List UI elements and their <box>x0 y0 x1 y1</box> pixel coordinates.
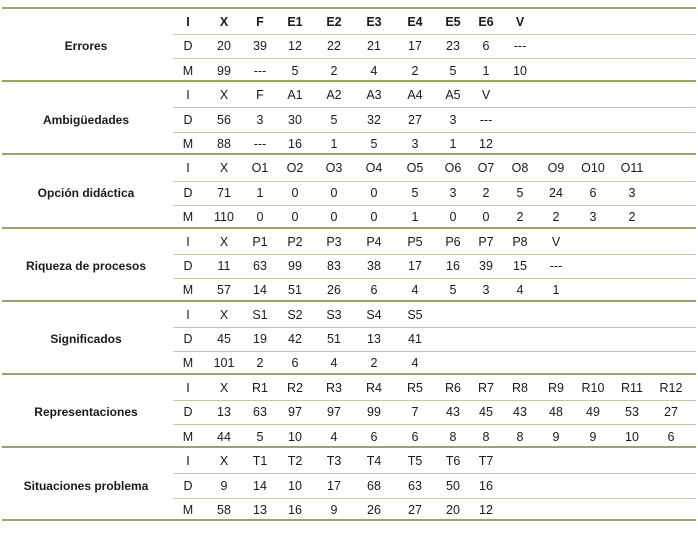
table-cell: 99 <box>367 405 381 420</box>
table-cell: 9 <box>552 429 560 444</box>
table-cell: 1 <box>256 185 264 200</box>
table-cell: X <box>219 161 229 176</box>
section-divider <box>2 373 696 375</box>
table-cell: 0 <box>291 210 299 224</box>
category-label-riqueza-de-procesos: Riqueza de procesos <box>25 258 147 273</box>
table-cell: P3 <box>326 234 342 249</box>
table-cell: 14 <box>253 283 267 298</box>
table-cell: M <box>182 210 194 224</box>
table-cell: T7 <box>478 454 494 469</box>
table-cell: T1 <box>252 454 268 469</box>
table-cell: 0 <box>330 210 338 224</box>
table-cell: O3 <box>325 161 343 176</box>
row-divider <box>173 132 696 133</box>
table-cell: 5 <box>449 283 457 298</box>
table-cell: M <box>182 356 194 371</box>
table-cell: 39 <box>479 258 493 273</box>
table-cell: --- <box>479 112 493 127</box>
row-divider <box>173 278 696 279</box>
table-cell: 12 <box>288 39 302 54</box>
table-cell: 32 <box>367 112 381 127</box>
table-cell: V <box>551 234 561 249</box>
category-label-errores: Errores <box>64 39 108 54</box>
table-cell: 6 <box>370 429 378 444</box>
table-cell: 4 <box>411 356 419 371</box>
table-cell: 6 <box>589 185 597 200</box>
table-cell: 9 <box>330 502 338 517</box>
table-cell: 4 <box>370 63 378 78</box>
category-label-significados: Significados <box>50 332 122 347</box>
table-cell: I <box>186 454 190 469</box>
table-cell: T5 <box>407 454 423 469</box>
table-cell: 24 <box>549 185 563 200</box>
section-divider <box>2 80 696 82</box>
table-cell: O7 <box>477 161 495 176</box>
table-cell: 2 <box>628 210 636 224</box>
table-cell: 63 <box>253 405 267 420</box>
table-cell: 51 <box>327 332 341 347</box>
table-cell: 41 <box>408 332 422 347</box>
table-cell: O6 <box>444 161 462 176</box>
table-cell: 16 <box>288 136 302 151</box>
table-cell: 8 <box>516 429 524 444</box>
table-cell: 2 <box>482 185 490 200</box>
table-cell: S4 <box>366 307 382 322</box>
table-cell: 2 <box>516 210 524 224</box>
table-cell: 10 <box>513 63 527 78</box>
table-cell: D <box>183 478 193 493</box>
table-cell: X <box>219 381 229 395</box>
table-cell: 1 <box>330 136 338 151</box>
table-cell: D <box>183 39 193 54</box>
table-cell: 0 <box>370 185 378 200</box>
table-cell: X <box>219 454 229 469</box>
table-cell: 6 <box>291 356 299 371</box>
table-cell: 17 <box>327 478 341 493</box>
table-cell: 19 <box>253 332 267 347</box>
table-cell: P7 <box>478 234 494 249</box>
table-cell: R1 <box>252 381 268 395</box>
table-cell: 39 <box>253 39 267 54</box>
section-divider <box>2 227 696 229</box>
table-cell: S3 <box>326 307 342 322</box>
table-cell: D <box>183 405 193 420</box>
table-cell: R3 <box>326 381 342 395</box>
table-cell: 3 <box>482 283 490 298</box>
table-cell: P2 <box>287 234 303 249</box>
table-cell: E6 <box>478 15 494 29</box>
table-cell: E4 <box>407 15 423 29</box>
table-cell: 3 <box>411 136 419 151</box>
table-cell: R10 <box>581 381 605 395</box>
table-cell: 13 <box>367 332 381 347</box>
table-cell: A5 <box>445 88 461 103</box>
top-rule <box>2 7 696 9</box>
table-cell: X <box>219 234 229 249</box>
row-divider <box>173 107 696 108</box>
table-cell: X <box>219 15 229 29</box>
table-cell: 0 <box>291 185 299 200</box>
table-cell: O9 <box>547 161 565 176</box>
table-cell: 0 <box>330 185 338 200</box>
table-cell: 45 <box>217 332 231 347</box>
table-cell: 27 <box>408 112 422 127</box>
table-cell: X <box>219 88 229 103</box>
table-cell: 5 <box>411 185 419 200</box>
table-cell: 5 <box>449 63 457 78</box>
table-cell: 10 <box>288 478 302 493</box>
table-cell: 10 <box>288 429 302 444</box>
category-label-representaciones: Representaciones <box>34 405 138 420</box>
table-cell: 0 <box>482 210 490 224</box>
table-cell: 4 <box>411 283 419 298</box>
table-cell: O8 <box>511 161 529 176</box>
table-cell: 6 <box>370 283 378 298</box>
table-cell: 17 <box>408 258 422 273</box>
table-cell: R9 <box>548 381 564 395</box>
section-divider <box>2 519 696 521</box>
table-cell: 56 <box>217 112 231 127</box>
table-cell: 5 <box>256 429 264 444</box>
table-cell: 57 <box>217 283 231 298</box>
row-divider <box>173 254 696 255</box>
table-cell: I <box>186 234 190 249</box>
table-cell: --- <box>513 39 527 54</box>
table-cell: 1 <box>411 210 419 224</box>
category-label-opcion-didactica: Opción didáctica <box>37 185 135 200</box>
table-cell: 3 <box>449 185 457 200</box>
table-cell: I <box>186 88 190 103</box>
table-cell: A1 <box>287 88 303 103</box>
table-cell: 83 <box>327 258 341 273</box>
table-cell: 4 <box>330 356 338 371</box>
table-cell: 0 <box>370 210 378 224</box>
table-cell: R4 <box>366 381 382 395</box>
row-divider <box>173 327 696 328</box>
table-cell: 16 <box>288 502 302 517</box>
table-cell: F <box>256 88 264 103</box>
table-cell: E1 <box>287 15 303 29</box>
table-cell: 97 <box>327 405 341 420</box>
table-cell: 99 <box>217 63 231 78</box>
row-divider <box>173 400 696 401</box>
table-cell: 12 <box>479 502 493 517</box>
table-cell: I <box>186 161 190 176</box>
table-cell: 5 <box>330 112 338 127</box>
table-cell: S2 <box>287 307 303 322</box>
table-cell: 3 <box>449 112 457 127</box>
table-cell: 21 <box>367 39 381 54</box>
table-cell: D <box>183 332 193 347</box>
table-cell: 49 <box>586 405 600 420</box>
table-cell: A4 <box>407 88 423 103</box>
table-cell: I <box>186 307 190 322</box>
table-cell: 71 <box>217 185 231 200</box>
table-cell: --- <box>549 258 563 273</box>
table-cell: P8 <box>512 234 528 249</box>
table-cell: 63 <box>408 478 422 493</box>
section-divider <box>2 300 696 302</box>
table-cell: P1 <box>252 234 268 249</box>
table-cell: 42 <box>288 332 302 347</box>
table-cell: 0 <box>449 210 457 224</box>
table-cell: V <box>481 88 491 103</box>
table-cell: 3 <box>256 112 264 127</box>
row-divider <box>173 424 696 425</box>
row-divider <box>173 34 696 35</box>
table-cell: E5 <box>445 15 461 29</box>
table-cell: R12 <box>659 381 683 395</box>
table-cell: 43 <box>513 405 527 420</box>
table-cell: X <box>219 307 229 322</box>
table-cell: 2 <box>330 63 338 78</box>
table-cell: 11 <box>217 258 231 273</box>
table-cell: 48 <box>549 405 563 420</box>
table-cell: 110 <box>214 210 234 224</box>
table-cell: 8 <box>482 429 490 444</box>
table-cell: T3 <box>326 454 342 469</box>
table-cell: 12 <box>479 136 493 151</box>
table-cell: 2 <box>256 356 264 371</box>
table-cell: V <box>515 15 525 29</box>
table-cell: 6 <box>667 429 675 444</box>
table-cell: D <box>183 258 193 273</box>
table-cell: O10 <box>581 161 605 176</box>
row-divider <box>173 181 696 182</box>
table-cell: 22 <box>327 39 341 54</box>
table-cell: 4 <box>516 283 524 298</box>
table-cell: 26 <box>327 283 341 298</box>
row-divider <box>173 351 696 352</box>
table-cell: S5 <box>407 307 423 322</box>
table-cell: 53 <box>625 405 639 420</box>
table-cell: 1 <box>482 63 490 78</box>
table-cell: P4 <box>366 234 382 249</box>
table-cell: 88 <box>217 136 231 151</box>
section-divider <box>2 153 696 155</box>
table-cell: 17 <box>408 39 422 54</box>
table-cell: 15 <box>513 258 527 273</box>
table-cell: 27 <box>664 405 678 420</box>
table-cell: 5 <box>291 63 299 78</box>
table-cell: D <box>183 112 193 127</box>
table-cell: 58 <box>217 502 231 517</box>
table-cell: E2 <box>326 15 342 29</box>
table-cell: 30 <box>288 112 302 127</box>
table-cell: 9 <box>589 429 597 444</box>
row-divider <box>173 58 696 59</box>
table-cell: O11 <box>620 161 644 176</box>
table-cell: M <box>182 502 194 517</box>
table-cell: O2 <box>286 161 304 176</box>
table-cell: 13 <box>217 405 231 420</box>
table-cell: R11 <box>620 381 643 395</box>
table-cell: R6 <box>445 381 461 395</box>
table-cell: P5 <box>407 234 423 249</box>
table-cell: 16 <box>446 258 460 273</box>
table-cell: 3 <box>589 210 597 224</box>
table-cell: F <box>256 15 264 29</box>
table-cell: 1 <box>449 136 457 151</box>
table-cell: 5 <box>370 136 378 151</box>
row-divider <box>173 473 696 474</box>
table-cell: 51 <box>288 283 302 298</box>
table-cell: 26 <box>367 502 381 517</box>
table-cell: M <box>182 429 194 444</box>
table-cell: 63 <box>253 258 267 273</box>
table-cell: R7 <box>478 381 494 395</box>
table-cell: 2 <box>411 63 419 78</box>
table-cell: 2 <box>552 210 560 224</box>
category-label-ambiguedades: Ambigüedades <box>42 112 129 127</box>
table-cell: A3 <box>366 88 382 103</box>
table-cell: 10 <box>625 429 639 444</box>
table-cell: 1 <box>552 283 560 298</box>
table-cell: 9 <box>220 478 228 493</box>
table-cell: I <box>186 381 190 395</box>
table-cell: S1 <box>252 307 268 322</box>
table-cell: 97 <box>288 405 302 420</box>
table-cell: 99 <box>288 258 302 273</box>
table-cell: M <box>182 283 194 298</box>
table-cell: R8 <box>512 381 528 395</box>
table-cell: 44 <box>217 429 231 444</box>
table-cell: I <box>186 15 190 29</box>
table-cell: 20 <box>446 502 460 517</box>
table-cell: M <box>182 136 194 151</box>
row-divider <box>173 498 696 499</box>
table-cell: T4 <box>366 454 382 469</box>
table-cell: 6 <box>482 39 490 54</box>
table-cell: 13 <box>253 502 267 517</box>
table-cell: 43 <box>446 405 460 420</box>
table-cell: R2 <box>287 381 303 395</box>
category-label-situaciones-problema: Situaciones problema <box>23 478 149 493</box>
section-divider <box>2 446 696 448</box>
table-cell: 50 <box>446 478 460 493</box>
table-cell: T2 <box>287 454 303 469</box>
table-cell: P6 <box>445 234 461 249</box>
table-cell: 8 <box>449 429 457 444</box>
table-cell: 14 <box>253 478 267 493</box>
table-cell: 45 <box>479 405 493 420</box>
table-cell: A2 <box>326 88 342 103</box>
table-cell: 16 <box>479 478 493 493</box>
table-cell: 0 <box>256 210 264 224</box>
table-cell: R5 <box>407 381 423 395</box>
table-cell: O4 <box>365 161 383 176</box>
table-cell: 7 <box>411 405 419 420</box>
table-cell: 3 <box>628 185 636 200</box>
table-cell: --- <box>253 63 267 78</box>
table-cell: 2 <box>370 356 378 371</box>
table-cell: 20 <box>217 39 231 54</box>
table-cell: O5 <box>406 161 424 176</box>
table-cell: M <box>182 63 194 78</box>
table-cell: 68 <box>367 478 381 493</box>
table-cell: 23 <box>446 39 460 54</box>
table-cell: D <box>183 185 193 200</box>
table-cell: --- <box>253 136 267 151</box>
table-cell: 38 <box>367 258 381 273</box>
table-cell: 101 <box>213 356 235 371</box>
row-divider <box>173 205 696 206</box>
table-cell: 4 <box>330 429 338 444</box>
table-cell: 6 <box>411 429 419 444</box>
table-cell: O1 <box>251 161 269 176</box>
table-cell: 27 <box>408 502 422 517</box>
table-cell: 5 <box>516 185 524 200</box>
table-cell: E3 <box>366 15 382 29</box>
table-cell: T6 <box>445 454 461 469</box>
